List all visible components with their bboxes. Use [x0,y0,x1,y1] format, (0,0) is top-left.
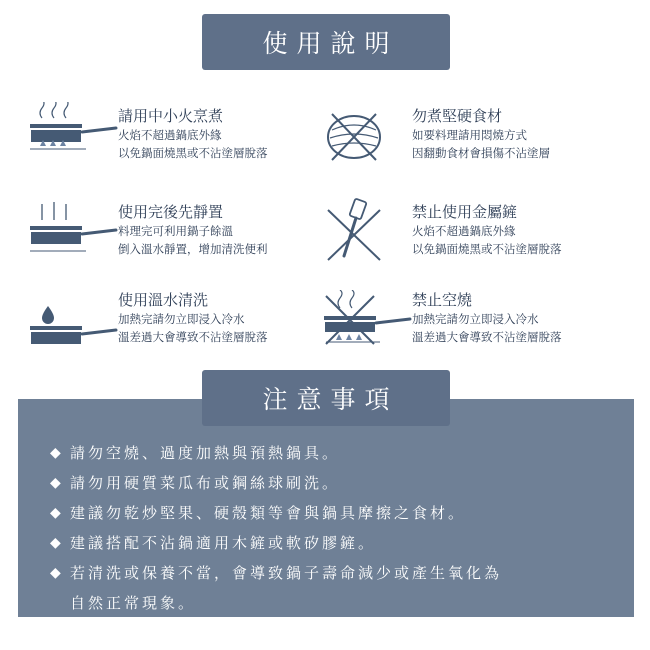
diamond-bullet-icon: ◆ [50,505,64,521]
notice-text: 請勿空燒、過度加熱與預熱鍋具。 [70,444,341,462]
diamond-bullet-icon: ◆ [50,535,64,551]
item-title: 禁止使用金屬鏟 [412,203,518,221]
item-title: 使用溫水清洗 [118,291,209,309]
no-metal-spatula-icon [322,198,386,264]
diamond-bullet-icon: ◆ [50,445,64,461]
item-line: 如要料理請用悶燒方式 [412,128,527,142]
diamond-bullet-icon: ◆ [50,475,64,491]
pan-rest-icon [28,200,120,256]
item-line: 溫差過大會導致不沾塗層脫落 [412,330,562,344]
notice-text: 自然正常現象。 [70,594,197,612]
item-line: 加熱完請勿立即浸入冷水 [412,312,539,326]
no-hard-food-icon [322,108,386,166]
item-title: 禁止空燒 [412,291,473,309]
notice-item [50,468,502,498]
notice-item [50,498,502,528]
item-line: 火焰不超過鍋底外緣 [118,128,222,142]
diamond-bullet-icon: ◆ [50,565,64,581]
usage-title-banner [202,14,450,70]
item-title: 使用完後先靜置 [118,203,224,221]
notice-text: 請勿用硬質菜瓜布或鋼絲球刷洗。 [70,474,341,492]
item-line: 溫差過大會導致不沾塗層脫落 [118,330,268,344]
item-title: 勿煮堅硬食材 [412,107,503,125]
item-line: 以免鍋面燒黑或不沾塗層脫落 [118,146,268,160]
item-line: 料理完可利用鍋子餘溫 [118,224,233,238]
no-empty-heating-icon [322,290,414,348]
notice-item [50,438,502,468]
item-line: 以免鍋面燒黑或不沾塗層脫落 [412,242,562,256]
notice-item [50,528,502,558]
notice-text: 建議勿乾炒堅果、硬殼類等會與鍋具摩擦之食材。 [70,504,467,522]
notice-title: 注意事項 [262,385,399,414]
notice-text: 若清洗或保養不當，會導致鍋子壽命減少或產生氧化為 [70,564,503,582]
notice-item [50,558,502,588]
notice-list [50,438,502,618]
pan-water-drop-icon [28,302,120,350]
notice-text: 建議搭配不沾鍋適用木鏟或軟矽膠鏟。 [70,534,377,552]
item-line: 倒入溫水靜置，增加清洗便利 [118,242,268,256]
notice-title-banner [202,370,450,426]
notice-continuation [50,588,502,618]
item-line: 因翻動食材會損傷不沾塗層 [412,146,550,160]
item-line: 火焰不超過鍋底外緣 [412,224,516,238]
pan-low-flame-icon [28,102,120,162]
item-title: 請用中小火烹煮 [118,107,224,125]
item-line: 加熱完請勿立即浸入冷水 [118,312,245,326]
usage-title: 使用說明 [262,29,399,58]
